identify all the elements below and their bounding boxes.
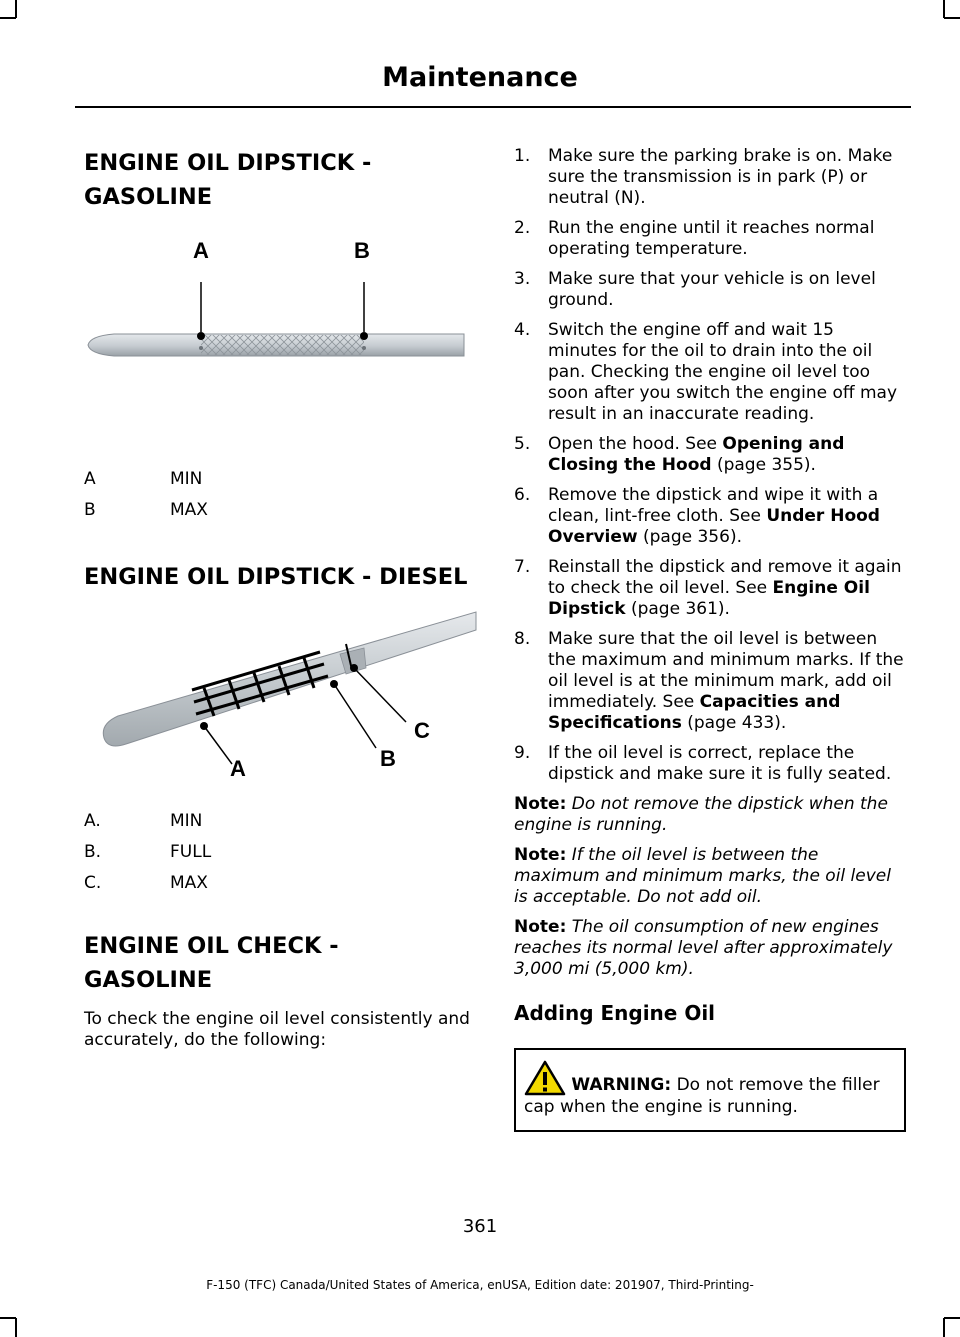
dipstick-blade [90, 430, 464, 456]
figure-label-a: A [230, 756, 246, 781]
crop-mark [943, 0, 945, 18]
note: Note: The oil consumption of new engines reaches its normal level after approximately 3,000 mi (5,000 km). [514, 917, 893, 979]
crop-mark [944, 1317, 960, 1319]
list-item: 8. Make sure that the oil level is between the maximum and minimum marks. If the oil level is at the minimum mark, add oil immediately. See Capacities and Specifications (page 433). [514, 629, 904, 733]
xref-link[interactable]: Capacities and Specifications [548, 692, 841, 733]
legend-row: C. MAX [84, 873, 208, 893]
warning-text: Do not remove the filler cap when the engine is running. [524, 1075, 880, 1117]
list-item: 3. Make sure that your vehicle is on level ground. [514, 269, 876, 310]
figure-label-c: C [414, 718, 430, 743]
max-marker-dot [360, 332, 368, 340]
dipstick-hatch-zone [201, 335, 364, 355]
list-item: 4. Switch the engine off and wait 15 minutes for the oil to drain into the oil pan. Checking the engine oil level too soon after you switch the engine off may result in an inaccurate reading. [514, 320, 898, 424]
legend-row: A. MIN [84, 811, 203, 831]
figure-label-a: A [193, 238, 209, 263]
diesel-dipstick-figure [84, 598, 476, 781]
diesel-legend [84, 806, 476, 899]
legend-row: A MIN [84, 469, 203, 489]
page-number: 361 [462, 1216, 498, 1237]
left-column [84, 146, 476, 1051]
adding-oil-heading: Adding Engine Oil [514, 1001, 716, 1025]
legend-row: B. FULL [84, 842, 212, 862]
warning-label: WARNING: [571, 1075, 672, 1095]
list-item: 5. Open the hood. See Opening and Closing the Hood (page 355). [514, 434, 845, 475]
edition-info: F-150 (TFC) Canada/United States of America, enUSA, Edition date: 201907, Third-Printing- [206, 1278, 754, 1292]
list-item: 6. Remove the dipstick and wipe it with a clean, lint-free cloth. See Under Hood Overview (page 356). [514, 485, 880, 547]
min-marker-dot [197, 332, 205, 340]
xref-link[interactable]: Under Hood Overview [548, 506, 880, 547]
figure-label-b: B [380, 746, 396, 771]
crop-mark [15, 1318, 17, 1337]
list-item: 7. Reinstall the dipstick and remove it again to check the oil level. See Engine Oil Dipstick (page 361). [514, 557, 902, 619]
oil-check-steps [514, 146, 906, 785]
list-item: 2. Run the engine until it reaches normal operating temperature. [514, 218, 875, 259]
list-item: 1. Make sure the parking brake is on. Make sure the transmission is in park (P) or neutral (N). [514, 146, 893, 208]
page-header-title: Maintenance [382, 62, 578, 93]
diesel-full-dot [330, 680, 338, 688]
warning-box [514, 1048, 906, 1132]
note: Note: If the oil level is between the maximum and minimum marks, the oil level is acceptable. Do not add oil. [514, 845, 891, 907]
legend-row: B MAX [84, 500, 208, 520]
crop-mark [0, 17, 16, 19]
header-rule [75, 106, 911, 108]
warning-triangle-icon [524, 1060, 566, 1096]
figure-label-b: B [354, 238, 370, 263]
gasoline-dipstick-figure [84, 238, 476, 412]
diesel-max-dot [350, 664, 358, 672]
gasoline-dipstick-heading: ENGINE OIL DIPSTICK - GASOLINE [84, 150, 372, 210]
oil-check-heading: ENGINE OIL CHECK - GASOLINE [84, 933, 339, 993]
diesel-dipstick-heading: ENGINE OIL DIPSTICK - DIESEL [84, 564, 468, 590]
list-item: 9. If the oil level is correct, replace the dipstick and make sure it is fully seated. [514, 743, 892, 784]
crop-mark [15, 0, 17, 18]
crop-mark [943, 1318, 945, 1337]
oil-check-intro: To check the engine oil level consistently and accurately, do the following: [84, 1009, 470, 1050]
crop-mark [0, 1317, 16, 1319]
note: Note: Do not remove the dipstick when the engine is running. [514, 794, 888, 835]
crop-mark [944, 17, 960, 19]
gasoline-legend [84, 464, 476, 526]
right-column [514, 146, 906, 1132]
xref-link[interactable]: Opening and Closing the Hood [548, 434, 845, 475]
xref-link[interactable]: Engine Oil Dipstick [548, 578, 870, 619]
diesel-min-dot [200, 722, 208, 730]
